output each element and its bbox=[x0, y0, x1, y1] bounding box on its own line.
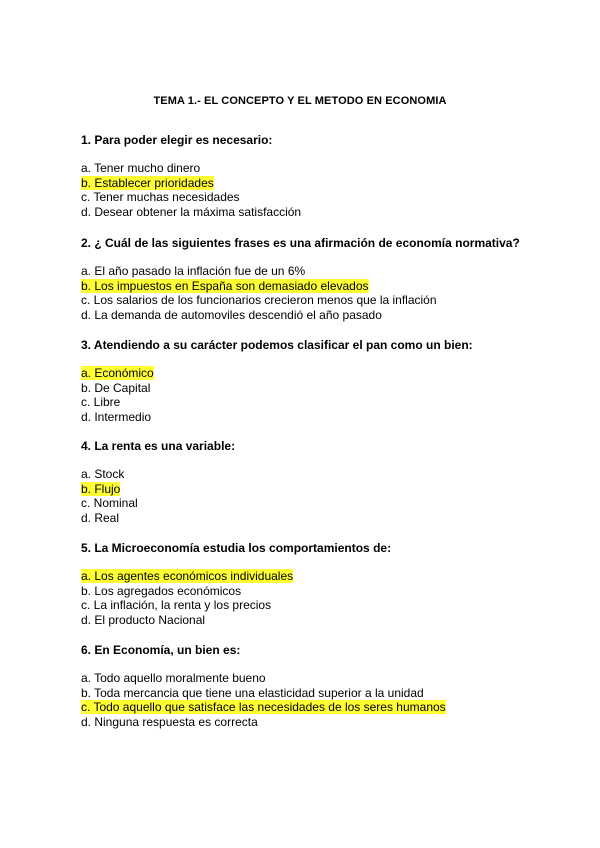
answer-option: a. Tener mucho dinero bbox=[81, 161, 201, 175]
highlight: a. Económico bbox=[81, 366, 154, 380]
question-3 bbox=[81, 338, 581, 424]
answer-option: d. Desear obtener la máxima satisfacción bbox=[81, 204, 302, 219]
answer-option-correct bbox=[81, 279, 581, 294]
answer-option-correct bbox=[81, 482, 581, 497]
answer-option: c. La inflación, la renta y los precios bbox=[81, 598, 272, 613]
answer-option: b. De Capital bbox=[81, 380, 151, 395]
highlight: b. Los impuestos en España son demasiado elevados bbox=[81, 278, 369, 293]
answer-option: c. Nominal bbox=[81, 496, 138, 511]
answer-option: c. Libre bbox=[81, 395, 121, 410]
answer-option-correct bbox=[81, 366, 581, 381]
answer-option-correct bbox=[81, 569, 581, 584]
question-text: 2. ¿ Cuál de las siguientes frases es una afirmación de economía normativa? bbox=[81, 236, 520, 250]
question-1 bbox=[81, 133, 581, 219]
question-text: 4. La renta es una variable: bbox=[81, 439, 236, 453]
highlight: c. Todo aquello que satisface las necesidades de los seres humanos bbox=[81, 700, 446, 715]
answer-option: c. Tener muchas necesidades bbox=[81, 190, 240, 205]
answer-option-correct bbox=[81, 700, 581, 715]
highlight: a. Los agentes económicos individuales bbox=[81, 569, 294, 583]
question-text: 3. Atendiendo a su carácter podemos clasificar el pan como un bien: bbox=[81, 338, 473, 352]
answer-option: d. Ninguna respuesta es correcta bbox=[81, 714, 258, 729]
answer-option: c. Los salarios de los funcionarios crecieron menos que la inflación bbox=[81, 293, 437, 308]
answer-option: b. Toda mercancia que tiene una elasticidad superior a la unidad bbox=[81, 685, 424, 700]
question-text: 6. En Economía, un bien es: bbox=[81, 643, 241, 657]
answer-option: d. Intermedio bbox=[81, 409, 152, 424]
answer-option: d. Real bbox=[81, 510, 120, 525]
question-5 bbox=[81, 541, 581, 627]
answer-option: b. Los agregados económicos bbox=[81, 583, 242, 598]
question-text: 5. La Microeconomía estudia los comportamientos de: bbox=[81, 541, 392, 555]
answer-option: a. El año pasado la inflación fue de un 6% bbox=[81, 264, 306, 278]
question-6 bbox=[81, 643, 581, 729]
page-title: TEMA 1.- EL CONCEPTO Y EL METODO EN ECONOMIA bbox=[153, 95, 447, 107]
answer-option-correct bbox=[81, 176, 581, 191]
answer-option: a. Todo aquello moralmente bueno bbox=[81, 671, 266, 685]
question-4 bbox=[81, 439, 581, 525]
answer-option: d. La demanda de automoviles descendió el año pasado bbox=[81, 307, 382, 322]
question-2 bbox=[81, 236, 581, 322]
question-text: 1. Para poder elegir es necesario: bbox=[81, 133, 273, 147]
highlight: b. Flujo bbox=[81, 481, 121, 496]
answer-option: a. Stock bbox=[81, 467, 125, 481]
answer-option: d. El producto Nacional bbox=[81, 612, 206, 627]
highlight: b. Establecer prioridades bbox=[81, 175, 214, 190]
